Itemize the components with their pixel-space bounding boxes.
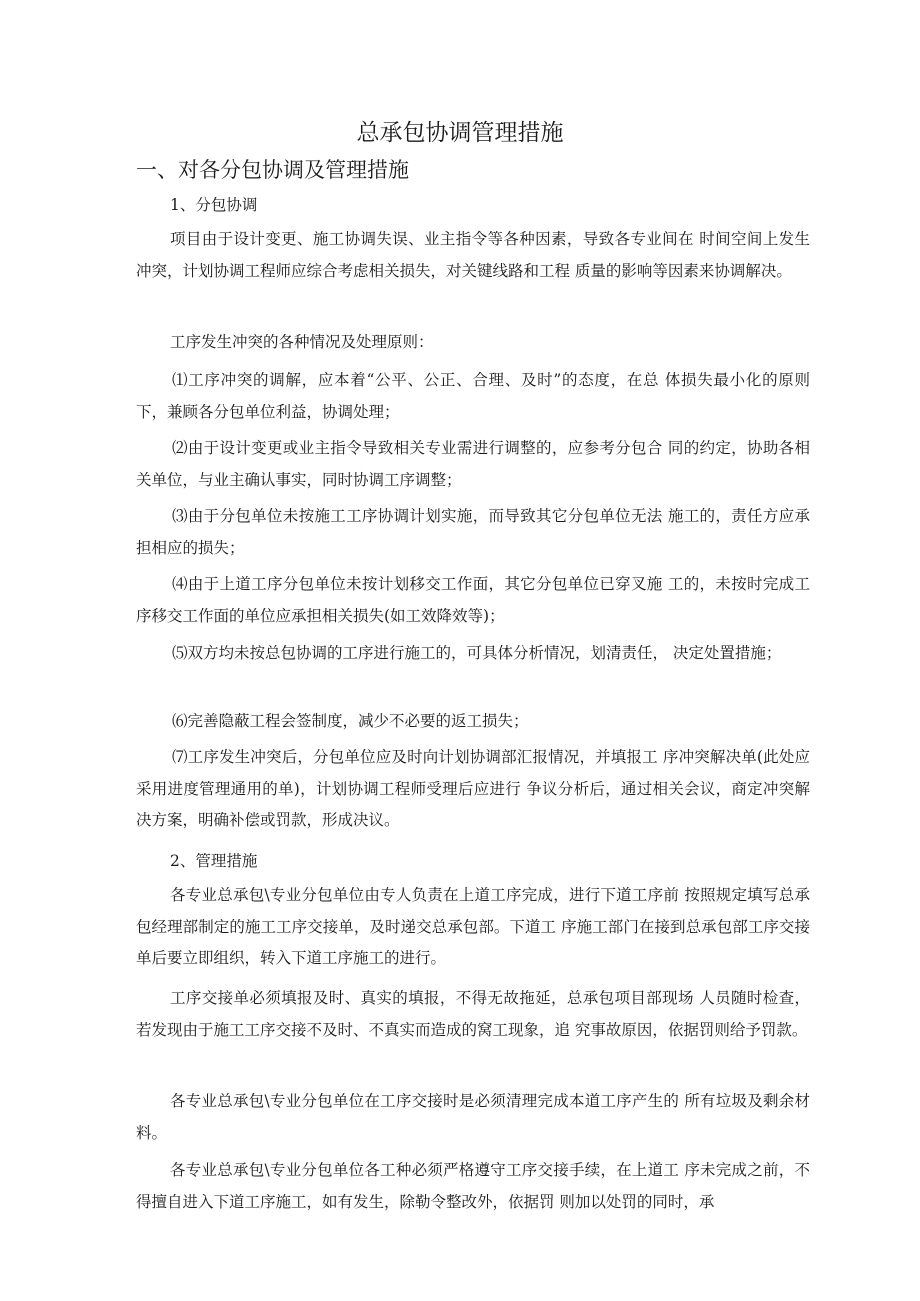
paragraph-principles-lead: 工序发生冲突的各种情况及处理原则： [170,333,434,351]
list-item-principle-6: ⑹完善隐蔽工程会签制度，减少不必要的返工损失； [172,712,529,730]
list-item-principle-1: ⑴工序冲突的调解，应本着“公平、公正、合理、及时”的态度，在总 体损失最小化的原则下，兼顾各分包单位利益，协调处理； [136,371,810,421]
paragraph-management-4: 各专业总承包\专业分包单位各工种必须严格遵守工序交接手续，在上道工 序未完成之前，不得擅自进入下道工序施工，如有发生，除勒令整改外，依据罚 则加以处罚的同时，承 [136,1161,810,1211]
list-item-principle-5: ⑸双方均未按总包协调的工序进行施工的，可具体分析情况，划清责任， 决定处置措施； [172,644,782,662]
document-title: 总承包协调管理措施 [356,120,564,146]
paragraph-management-2: 工序交接单必须填报及时、真实的填报，不得无故拖延，总承包项目部现场 人员随时检查，若发现由于施工工序交接不及时、不真实而造成的窝工现象，追 究事故原因，依据罚则给予罚款。 [136,989,810,1039]
list-item-principle-7: ⑺工序发生冲突后，分包单位应及时向计划协调部汇报情况，并填报工 序冲突解决单(此处应采用进度管理通用的单)，计划协调工程师受理后应进行 争议分析后，通过相关会议，商定冲突解决方案，明确补偿或罚款，形成决议。 [136,748,810,829]
section-heading: 一、对各分包协调及管理措施 [136,158,409,182]
subsection-heading-coordination: 1、分包协调 [170,196,258,214]
list-item-principle-3: ⑶由于分包单位未按施工工序协调计划实施，而导致其它分包单位无法 施工的，责任方应承担相应的损失； [136,507,810,557]
paragraph-intro: 项目由于设计变更、施工协调失误、业主指令等各种因素，导致各专业间在 时间空间上发生冲突，计划协调工程师应综合考虑相关损失，对关键线路和工程 质量的影响等因素来协调解决。 [136,230,810,280]
list-item-principle-4: ⑷由于上道工序分包单位未按计划移交工作面，其它分包单位已穿叉施 工的，未按时完成工序移交工作面的单位应承担相关损失(如工效降效等)； [136,575,810,625]
subsection-heading-management: 2、管理措施 [170,852,258,870]
paragraph-management-3: 各专业总承包\专业分包单位在工序交接时是必须清理完成本道工序产生的 所有垃圾及剩余材料。 [136,1092,810,1142]
list-item-principle-2: ⑵由于设计变更或业主指令导致相关专业需进行调整的，应参考分包合 同的约定，协助各相关单位，与业主确认事实，同时协调工序调整； [136,439,810,489]
paragraph-management-1: 各专业总承包\专业分包单位由专人负责在上道工序完成，进行下道工序前 按照规定填写总承包经理部制定的施工工序交接单，及时递交总承包部。下道工 序施工部门在接到总承包部工序交接单后要立即组织，转入下道工序施工的进行。 [136,886,810,967]
